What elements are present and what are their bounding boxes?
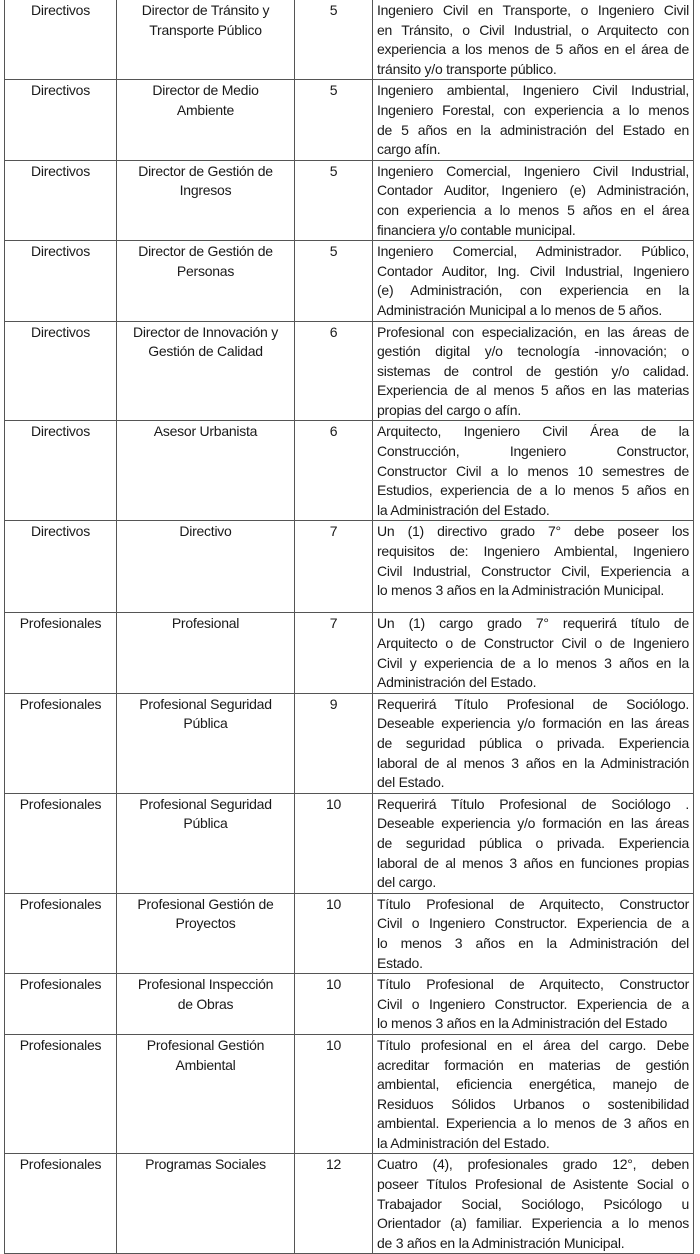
requirements-cell — [373, 613, 694, 693]
table-row — [5, 693, 694, 793]
position-cell — [117, 421, 295, 521]
requirements-line: Profesional con especialización, en las áreas de — [377, 323, 689, 340]
requirements-line: la Administración del Estado. — [377, 501, 550, 518]
grade-cell: 10 — [295, 1034, 373, 1154]
requirements-cell — [373, 974, 694, 1035]
category-cell: Profesionales — [5, 974, 117, 1035]
requirements-line: laboral de al menos 3 años en funciones propias — [377, 854, 689, 871]
grade-cell: 5 — [295, 80, 373, 160]
requirements-line: Un (1) directivo grado 7° debe poseer los — [377, 523, 689, 540]
category-cell: Profesionales — [5, 893, 117, 973]
requirements-line: Deseable experiencia y/o formación en las áreas — [377, 815, 689, 832]
requirements-line: propias del cargo o afín. — [377, 401, 521, 418]
requirements-line: con experiencia a lo menos 5 años en el área — [377, 201, 689, 218]
category-cell: Profesionales — [5, 1154, 117, 1254]
table-row — [5, 321, 694, 421]
requirements-line: Requerirá Título Profesional de Sociólogo. — [377, 695, 689, 712]
requirements-cell — [373, 793, 694, 893]
category-cell: Directivos — [5, 521, 117, 613]
requirements-line: Contador Auditor, Ing. Civil Industrial, Ingeniero — [377, 262, 689, 279]
position-line: Programas Sociales — [145, 1156, 266, 1173]
table-row — [5, 421, 694, 521]
position-line: Director de Gestión de — [138, 162, 273, 179]
position-line: Asesor Urbanista — [153, 423, 258, 440]
position-cell — [117, 893, 295, 973]
category-cell: Profesionales — [5, 613, 117, 693]
requirements-cell — [373, 421, 694, 521]
category-cell: Directivos — [5, 0, 117, 80]
category-cell: Directivos — [5, 241, 117, 321]
requirements-line: de 5 años en la administración del Estado en — [377, 121, 689, 138]
requirements-line: ambiental. Experiencia a lo menos de 3 años en — [377, 1115, 689, 1132]
requirements-line: sistemas de control de gestión y/o calidad. — [377, 362, 689, 379]
position-line: Pública — [183, 715, 228, 732]
requirements-line: Civil Industrial, Constructor Civil, Experiencia a — [377, 562, 689, 579]
grade-cell: 6 — [295, 421, 373, 521]
requirements-line: Arquitecto o de Constructor Civil o de Ingeniero — [377, 635, 689, 652]
requirements-cell — [373, 80, 694, 160]
position-line: Director de Tránsito y — [141, 2, 270, 18]
requirements-line: de seguridad pública o privada. Experiencia — [377, 735, 689, 751]
grade-cell: 10 — [295, 974, 373, 1035]
requirements-line: experiencia a los menos de 5 años en el área de — [377, 41, 689, 58]
requirements-line: Constructor Civil a lo menos 10 semestres de — [377, 462, 689, 479]
requirements-line: (e) Administración, con experiencia en la — [377, 282, 689, 299]
requirements-line: Trabajador Social, Sociólogo, Psicólogo u — [377, 1195, 689, 1212]
requirements-cell — [373, 693, 694, 793]
position-line: Profesional Seguridad — [139, 695, 272, 712]
position-line: Profesional — [171, 615, 240, 632]
table-row — [5, 80, 694, 160]
category-cell: Profesionales — [5, 693, 117, 793]
position-line: Transporte Público — [149, 21, 262, 38]
table-row — [5, 613, 694, 693]
category-cell: Directivos — [5, 321, 117, 421]
requirements-line: Residuos Sólidos Urbanos o sostenibilidad — [377, 1095, 689, 1112]
position-cell — [117, 1154, 295, 1254]
position-line: Profesional Gestión — [146, 1036, 265, 1053]
position-cell — [117, 693, 295, 793]
requirements-cell — [373, 893, 694, 973]
requirements-line: Ingeniero Comercial, Ingeniero Civil Industrial, — [377, 162, 689, 179]
requirements-line: Ingeniero Comercial, Administrador. Público, — [377, 243, 689, 260]
requirements-line: lo menos 3 años en la Administración del — [377, 934, 689, 951]
position-cell — [117, 793, 295, 893]
position-cell — [117, 241, 295, 321]
requirements-cell — [373, 241, 694, 321]
requirements-line: Requerirá Título Profesional de Sociólogo . — [377, 795, 689, 812]
requirements-line: Experiencia de al menos 5 años en las materias — [377, 382, 689, 399]
requirements-line: del Estado. — [377, 774, 445, 791]
requirements-line: financiera y/o contable municipal. — [377, 221, 576, 238]
requirements-line: laboral de al menos 3 años en la Administración — [377, 754, 689, 771]
requirements-cell — [373, 521, 694, 613]
table-row — [5, 1154, 694, 1254]
requirements-line: Civil o Ingeniero Constructor. Experiencia de a — [377, 915, 689, 932]
position-cell — [117, 0, 295, 80]
category-cell: Directivos — [5, 160, 117, 240]
position-line: Profesional Gestión de — [137, 895, 274, 912]
table-row — [5, 1034, 694, 1154]
requirements-line: la Administración del Estado. — [377, 1134, 550, 1151]
requirements-line: lo menos 3 años en la Administración Municipal. — [377, 582, 665, 599]
category-cell: Directivos — [5, 80, 117, 160]
category-cell: Directivos — [5, 421, 117, 521]
position-line: Gestión de Calidad — [148, 343, 263, 360]
table-row — [5, 893, 694, 973]
category-cell: Profesionales — [5, 1034, 117, 1154]
requirements-line: Título Profesional de Arquitecto, Constructor — [377, 895, 689, 912]
requirements-line: Un (1) cargo grado 7° requerirá título de — [377, 615, 689, 632]
requirements-cell — [373, 1034, 694, 1154]
grade-cell: 6 — [295, 321, 373, 421]
requirements-line: Civil y experiencia de a lo menos 3 años en la — [377, 654, 689, 671]
requirements-line: Administración del Estado. — [377, 674, 537, 691]
table-row — [5, 974, 694, 1035]
position-cell — [117, 1034, 295, 1154]
requirements-line: gestión digital y/o tecnología -innovación; o — [377, 343, 689, 360]
position-cell — [117, 160, 295, 240]
position-line: Director de Gestión de — [138, 243, 273, 260]
position-line: Profesional Inspección — [137, 976, 274, 993]
requirements-line: Arquitecto, Ingeniero Civil Área de la — [377, 423, 689, 440]
table-row — [5, 160, 694, 240]
position-cell — [117, 80, 295, 160]
position-line: Ambiental — [175, 1056, 236, 1073]
position-line: Proyectos — [175, 915, 236, 932]
requirements-line: Estudios, experiencia de a lo menos 5 años en — [377, 482, 689, 499]
position-cell — [117, 974, 295, 1035]
position-cell — [117, 613, 295, 693]
position-line: Profesional Seguridad — [139, 795, 272, 812]
position-line: Ambiente — [176, 101, 235, 118]
requirements-line: Construcción, Ingeniero Constructor, — [377, 443, 689, 460]
position-line: Personas — [176, 262, 235, 279]
requirements-line: Deseable experiencia y/o formación en las áreas — [377, 715, 689, 732]
requirements-line: en Tránsito, o Civil Industrial, o Arquitecto con — [377, 21, 689, 38]
position-line: Director de Medio — [152, 82, 259, 99]
position-line: de Obras — [177, 995, 234, 1012]
requirements-line: Ingeniero Forestal, con experiencia a lo menos — [377, 101, 689, 118]
table-row — [5, 793, 694, 893]
grade-cell: 10 — [295, 893, 373, 973]
requirements-line: poseer Títulos Profesional de Asistente Social o — [377, 1176, 689, 1193]
position-cell — [117, 321, 295, 421]
grade-cell: 9 — [295, 693, 373, 793]
requirements-cell — [373, 160, 694, 240]
position-line: Ingresos — [179, 182, 232, 199]
requirements-line: del cargo. — [377, 874, 436, 891]
grade-cell: 5 — [295, 160, 373, 240]
requirements-line: Civil o Ingeniero Constructor. Experiencia de a — [377, 995, 689, 1012]
requirements-line: Título Profesional de Arquitecto, Constructor — [377, 976, 689, 993]
grade-cell: 5 — [295, 241, 373, 321]
position-line: Director de Innovación y — [133, 323, 278, 340]
requirements-line: cargo afín. — [377, 141, 441, 158]
position-cell — [117, 521, 295, 613]
requirements-line: ambiental, eficiencia energética, manejo de — [377, 1076, 689, 1093]
requirements-line: Administración Municipal a lo menos de 5 años. — [377, 301, 662, 318]
positions-table-body — [5, 0, 694, 1254]
requirements-line: de seguridad pública o privada. Experiencia — [377, 834, 689, 851]
requirements-line: acreditar formación en materias de gestión — [377, 1056, 689, 1073]
requirements-cell — [373, 1154, 694, 1254]
table-row — [5, 0, 694, 80]
requirements-line: Orientador (a) familiar. Experiencia a lo menos — [377, 1215, 689, 1232]
table-row — [5, 241, 694, 321]
grade-cell: 12 — [295, 1154, 373, 1254]
requirements-line: Ingeniero ambiental, Ingeniero Civil Industrial, — [377, 82, 689, 99]
positions-table — [4, 0, 694, 1254]
requirements-line: de 3 años en la Administración Municipal. — [377, 1234, 625, 1251]
grade-cell: 7 — [295, 521, 373, 613]
requirements-line: lo menos 3 años en la Administración del Estado — [377, 1015, 668, 1032]
position-line: Directivo — [179, 523, 232, 540]
requirements-cell — [373, 0, 694, 80]
position-line: Pública — [183, 815, 228, 832]
requirements-line: Estado. — [377, 954, 423, 971]
requirements-line: Ingeniero Civil en Transporte, o Ingeniero Civil — [377, 2, 689, 18]
requirements-line: Título profesional en el área del cargo. Debe — [377, 1036, 689, 1053]
requirements-line: Cuatro (4), profesionales grado 12°, deben — [377, 1156, 689, 1173]
grade-cell: 7 — [295, 613, 373, 693]
requirements-cell — [373, 321, 694, 421]
requirements-line: Contador Auditor, Ingeniero (e) Administración, — [377, 182, 689, 199]
requirements-line: requisitos de: Ingeniero Ambiental, Ingeniero — [377, 543, 689, 560]
grade-cell: 10 — [295, 793, 373, 893]
table-row — [5, 521, 694, 613]
requirements-line: tránsito y/o transporte público. — [377, 60, 557, 77]
grade-cell: 5 — [295, 0, 373, 80]
category-cell: Profesionales — [5, 793, 117, 893]
